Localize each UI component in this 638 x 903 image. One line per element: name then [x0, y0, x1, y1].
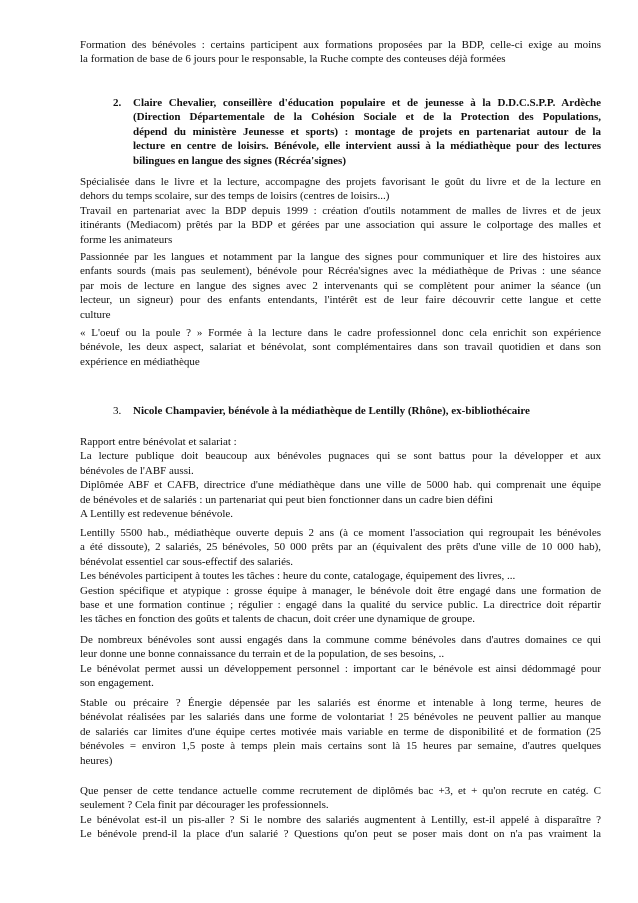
heading-line: lecture en centre de loisirs. Bénévole, elle intervient aussi à la médiathèque pour des lectures: [133, 140, 601, 153]
section-2-paragraph-3: [80, 326, 601, 369]
heading-line: Claire Chevalier, conseillère d'éducation populaire et de jeunesse à la D.D.C.S.P.P. Ardèche: [133, 97, 601, 109]
text-line: la formation de base de 6 jours pour le responsable, la Ruche compte des conteuses déjà formées: [80, 53, 506, 66]
text-line: bénévolat essentiel car sous-effectif des salariés.: [80, 555, 293, 568]
section-number: 3.: [113, 405, 122, 417]
text-line: A Lentilly est redevenue bénévole.: [80, 508, 234, 521]
text-line: par mois de lecture en langue des signes avec 2 intervenants qui se complètent pour animer la séance (un: [80, 279, 601, 292]
section-2-paragraph-2: [80, 250, 601, 322]
text-line: Lentilly 5500 hab., médiathèque ouverte depuis 2 ans (à ce moment l'association qui regroupait les bénévoles: [80, 527, 601, 539]
heading-line: dépend du ministère Jeunesse et sports) : montage de projets en partenariat autour de la: [133, 125, 601, 138]
heading-line: Nicole Champavier, bénévole à la médiathèque de Lentilly (Rhône), ex-bibliothécaire: [133, 405, 530, 417]
text-line: Passionnée par les langues et notamment par la langue des signes pour communiquer et lire des histoires aux: [80, 251, 601, 263]
text-line: de bénévoles et de salariés : un partenariat qui peut bien fonctionner dans un cadre bien défini: [80, 493, 493, 506]
text-line: seulement ? Cela finit par décourager les professionnels.: [80, 799, 329, 812]
text-line: son engagement.: [80, 677, 154, 690]
text-line: Diplômée ABF et CAFB, directrice d'une médiathèque dans une ville de 5000 hab. qui comprenait une équipe: [80, 479, 601, 492]
text-line: lecteur, un signeur) pour des enfants entendants, l'intérêt est de leur faire découvrir cette langue et cette: [80, 294, 601, 307]
section-number: 2.: [113, 97, 122, 109]
text-line: Le bénévolat est-il un pis-aller ? Si le nombre des salariés augmentent à Lentilly, est-il appelé à disparaître ?: [80, 813, 601, 826]
text-line: Travail en partenariat avec la BDP depuis 1999 : création d'outils notamment de malles de livres et de jeux: [80, 204, 601, 217]
section-3-paragraph-4: [80, 696, 601, 768]
section-3-paragraph-1: [80, 435, 601, 521]
text-line: « L'oeuf ou la poule ? » Formée à la lecture dans le cadre professionnel donc cela enrichit son expérience: [80, 327, 601, 339]
text-line: bénévoles = environ 1,5 poste à temps plein mais certains sont là 15 heures par semaine, d'autres quelques: [80, 740, 601, 753]
text-line: La lecture publique doit beaucoup aux bénévoles pugnaces qui se sont battus pour la développer et aux: [80, 450, 601, 463]
section-3-paragraph-5: [80, 784, 601, 842]
text-line: Stable ou précaire ? Énergie dépensée par les salariés est énorme et intenable à long terme, heures de: [80, 697, 601, 709]
text-line: Spécialisée dans le livre et la lecture, accompagne des projets favorisant le goût du livre et de la lecture en: [80, 176, 601, 188]
intro-paragraph: [80, 38, 601, 67]
text-line: De nombreux bénévoles sont aussi engagés dans la commune comme bénévoles dans d'autres domaines ce qui: [80, 634, 601, 646]
section-2-heading: [133, 96, 601, 168]
text-line: Gestion spécifique et atypique : grosse équipe à manager, le bénévole doit être engagé dans une formation de: [80, 584, 601, 597]
text-line: base et une formation continue ; régulier : engagé dans la qualité du service public. La directrice doit répartir: [80, 599, 601, 612]
text-line: culture: [80, 308, 111, 321]
text-line: enfants sourds (mais pas seulement), bénévole pour Récréa'signes avec la médiathèque de Privas : une séance: [80, 265, 601, 278]
text-line: leur donne une bonne connaissance du terrain et de la population, de ses besoins, ..: [80, 648, 445, 661]
text-line: Formation des bénévoles : certains participent aux formations proposées par la BDP, celle-ci exige au moins: [80, 39, 601, 51]
text-line: Rapport entre bénévolat et salariat :: [80, 436, 237, 448]
text-line: Les bénévoles participent à toutes les tâches : heure du conte, catalogage, équipement des livres, ...: [80, 570, 516, 583]
text-line: bénévole, les deux aspect, salariat et bénévolat, sont complémentaires dans son travail quotidien et dans son: [80, 341, 601, 354]
text-line: dehors du temps scolaire, sur des temps de loisirs (centres de loisirs...): [80, 190, 390, 203]
text-line: a été dissoute), 2 salariés, 25 bénévoles, 50 000 prêts par an (équivalent des prêts d'une ville de 10 000 hab),: [80, 541, 601, 554]
text-line: Que penser de cette tendance actuelle comme recrutement de diplômés bac +3, et + qu'on recrute en catég. C: [80, 785, 601, 797]
heading-line: (Direction Départementale de la Cohésion Sociale et de la Protection des Populations,: [133, 111, 601, 124]
text-line: Le bénévole prend-il la place d'un salarié ? Questions qu'on peut se poser mais dont on n'a pas vraiment la: [80, 828, 601, 841]
text-line: bénévolat réalisées par les salariés dans une forme de volontariat ! 25 bénévoles ne peuvent pallier au manque: [80, 711, 601, 724]
section-2-paragraph-1: [80, 175, 601, 247]
section-3-paragraph-3: [80, 633, 601, 691]
text-line: expérience en médiathèque: [80, 355, 200, 368]
text-line: itinérants (Mediacom) prêtés par la BDP et gérées par une association qui assure le colportage des malles et: [80, 219, 601, 232]
heading-line: bilingues en langue des signes (Récréa'signes): [133, 154, 346, 167]
text-line: Le bénévolat permet aussi un développement personnel : important car le bénévole est ainsi dédommagé pour: [80, 662, 601, 675]
section-3-paragraph-2: [80, 526, 601, 627]
text-line: bénévoles de l'ABF aussi.: [80, 464, 194, 477]
text-line: de salariés car limites d'une équipe certes motivée mais variable en terme de disponibilité et de formation (25: [80, 725, 601, 738]
text-line: heures): [80, 754, 113, 767]
section-3-heading: [133, 404, 601, 418]
text-line: les tâches en fonction des goûts et talents de chacun, doit créer une dynamique de groupe.: [80, 613, 475, 626]
text-line: forme les animateurs: [80, 233, 173, 246]
